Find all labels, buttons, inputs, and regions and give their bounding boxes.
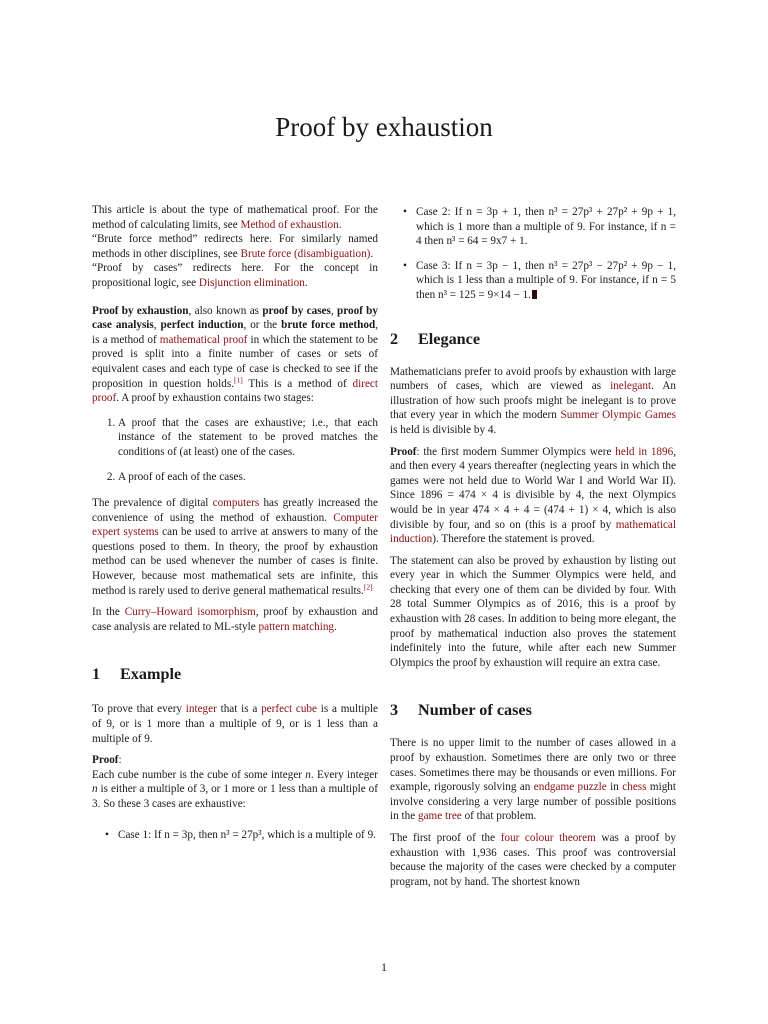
hatnote-line: “Proof by cases” redirects here. For the concept in propositional logic, see Disjunction elimination. [92,262,378,289]
example-proof-text: Each cube number is the cube of some integer n. Every integer n is either a multiple of 3, or 1 more or 1 less than a multiple of 3. So these 3 cases are exhaustive: [92,768,378,810]
hatnote-line: “Brute force method” redirects here. For similarly named methods in other disciplines, see Brute force (disambiguation). [92,233,378,260]
cases-list [92,828,378,843]
hatnote-line: This article is about the type of mathematical proof. For the method of calculating limits, see Method of exhaustion. [92,204,378,231]
elegance-paragraph: Mathematicians prefer to avoid proofs by exhaustion with large numbers of cases, which are viewed as inelegant. An illustration of how such proofs might be inelegant is to prove that every year in which the modern Summer Olympic Games is held is divisible by 4. [390,365,676,436]
list-item: • Case 1: If n = 3p, then n³ = 27p³, which is a multiple of 9. [118,828,378,843]
link-endgame-puzzle[interactable]: endgame puzzle [533,781,607,794]
reference-1[interactable]: [1] [234,374,243,384]
reference-2[interactable]: [2] [363,581,373,591]
link-integer[interactable]: integer [185,703,217,716]
page-title: Proof by exhaustion [275,112,493,142]
link-summer-olympic-games[interactable]: Summer Olympic Games [560,409,676,422]
olympics-proof-paragraph: Proof: the first modern Summer Olympics were held in 1896, and then every 4 years thereafter (neglecting years in which the games were not held due to World War I and World War II). Since 1896 = 474 × 4 is divisible by 4, the next Olympics would be in year 474 × 4 + 4 = (474 + 1) × 4, which is also divisible by four, and so on (this is a proof by mathematical induction). Therefore the statement is proved. [390,445,677,546]
four-colour-paragraph: The first proof of the four colour theorem was a proof by exhaustion with 1,936 cases. This proof was controversial because the majority of the cases were checked by a computer program, not by hand. The shortest known [390,832,676,888]
qed-mark [532,290,537,299]
section-heading-example: 1 Example [92,665,182,684]
link-held-in-1896[interactable]: held in 1896 [615,445,674,458]
cases-list-continued [390,205,676,303]
link-mathematical-induction[interactable]: mathematical induction [390,518,676,546]
right-column [390,203,676,896]
link-pattern-matching[interactable]: pattern matching [258,620,335,633]
stages-list [92,416,378,484]
computers-paragraph: The prevalence of digital computers has greatly increased the convenience of using the method of exhaustion. Computer expert systems can be used to arrive at answers to many of the questions posed to them. In theory, the proof by exhaustion method can be used whenever the number of cases is finite. However, because most mathematical sets are infinite, this method is rarely used to derive general mathematical results.[2] [92,497,378,597]
exhaustion-olympics-paragraph: The statement can also be proved by exhaustion by listing out every year in which the Summer Olympics were held, and checking that every one of them can be divided by four. With 28 total Summer Olympics as of 2016, this is a proof by exhaustion with 28 cases. In addition to being more elegant, the proof by mathematical induction also proves the statement indefinitely into the future, while after each new Summer Olympics the proof by exhaustion will require an extra case. [390,554,676,669]
link-four-colour-theorem[interactable]: four colour theorem [500,832,596,844]
curry-howard-paragraph: In the Curry–Howard isomorphism, proof by exhaustion and case analysis are related to ML-style pattern matching. [92,606,378,633]
link-mathematical-proof[interactable]: mathematical proof [159,333,248,346]
link-computers[interactable]: computers [212,497,260,510]
page-number: 1 [381,960,387,974]
link-curry-howard-isomorphism[interactable]: Curry–Howard isomorphism [124,606,256,619]
intro-paragraph: Proof by exhaustion, also known as proof by cases, proof by case analysis, perfect induction, or the brute force method, is a method of mathematical proof in which the statement to be proved is split into a finite number of cases or sets of equivalent cases and each type of case is checked to see if the proposition in question holds.[1] This is a method of direct proof. A proof by exhaustion contains two stages: [92,304,378,405]
hatnote [92,203,378,291]
section-heading-number-of-cases: 3 Number of cases [390,701,532,720]
link-perfect-cube[interactable]: perfect cube [261,703,317,716]
list-item: • Case 3: If n = 3p − 1, then n³ = 27p³ − 27p² + 9p − 1, which is 1 less than a multiple of 9. For instance, if n = 5 then n³ = 125 = 9×14 − 1. [416,259,676,303]
list-item: 2. A proof of each of the cases. [118,470,378,485]
list-item: 1. A proof that the cases are exhaustive; i.e., that each instance of the statement to be proved matches the conditions of (at least) one of the cases. [118,416,378,460]
section-heading-elegance: 2 Elegance [390,329,481,348]
link-computer-expert-systems[interactable]: Computer expert systems [92,511,378,539]
link-brute-force-disambiguation[interactable]: Brute force (disambiguation) [240,247,371,260]
number-of-cases-paragraph: There is no upper limit to the number of cases allowed in a proof by exhaustion. Sometimes there are only two or three cases. Sometimes there may be thousands or even millions. For example, rigorously solving an endgame puzzle in chess might involve considering a very large number of possible positions in the game tree of that problem. [390,737,677,823]
link-disjunction-elimination[interactable]: Disjunction elimination [198,276,305,289]
link-chess[interactable]: chess [622,781,647,794]
proof-label: Proof: [92,754,122,767]
link-direct-proof[interactable]: direct proof [92,377,378,405]
link-game-tree[interactable]: game tree [417,810,462,823]
left-column [92,203,378,854]
example-statement: To prove that every integer that is a perfect cube is a multiple of 9, or is 1 more than a multiple of 9, or is 1 less than a multiple of 9. [92,703,378,745]
list-item: • Case 2: If n = 3p + 1, then n³ = 27p³ + 27p² + 9p + 1, which is 1 more than a multiple of 9. For instance, if n = 4 then n³ = 64 = 9x7 + 1. [416,205,676,249]
link-method-of-exhaustion[interactable]: Method of exhaustion [240,218,339,231]
link-inelegant[interactable]: inelegant [610,380,652,393]
